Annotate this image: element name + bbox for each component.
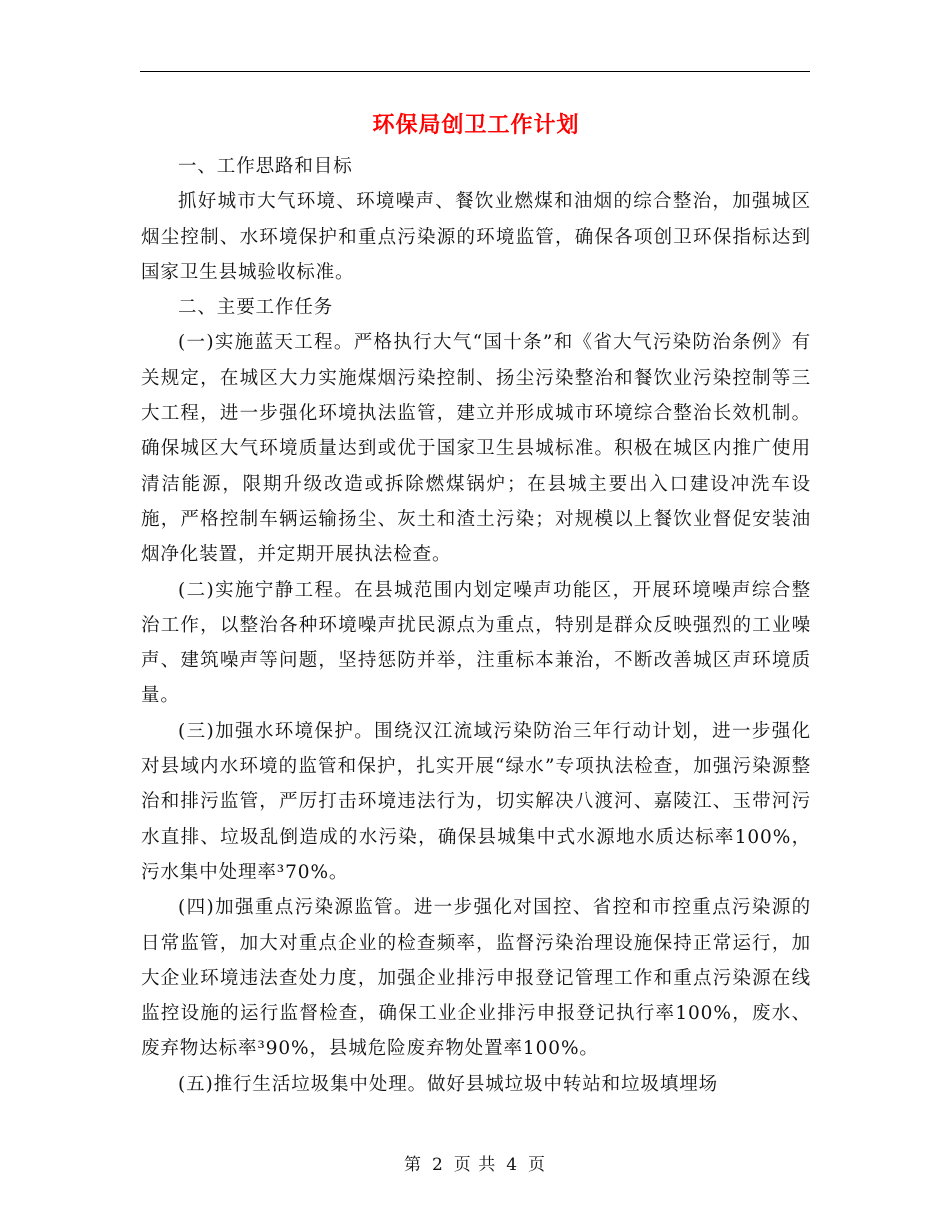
paragraph-quiet: (二)实施宁静工程。在县城范围内划定噪声功能区，开展环境噪声综合整治工作，以整治各种环境噪声扰民源点为重点，特别是群众反映强烈的工业噪声、建筑噪声等问题，坚持惩防并举，注重标本兼治，不断改善城区声环境质量。 xyxy=(141,579,811,707)
paragraph-blue-sky: (一)实施蓝天工程。严格执行大气“国十条”和《省大气污染防治条例》有关规定，在城区大力实施煤烟污染控制、扬尘污染整治和餐饮业污染控制等三大工程，进一步强化环境执法监管，建立并形成城市环境综合整治长效机制。确保城区大气环境质量达到或优于国家卫生县城标准。积极在城区内推广使用清洁能源，限期升级改造或拆除燃煤锅炉；在县城主要出入口建设冲洗车设施，严格控制车辆运输扬尘、灰土和渣土污染；对规模以上餐饮业督促安装油烟净化装置，并定期开展执法检查。 xyxy=(141,332,811,566)
heading-tasks: 二、主要工作任务 xyxy=(178,297,334,319)
footer-total-pages: 4 xyxy=(506,1155,519,1175)
footer-middle: 页 共 xyxy=(453,1155,497,1175)
paragraph-pollution-sources: (四)加强重点污染源监管。进一步强化对国控、省控和市控重点污染源的日常监管，加大对重点企业的检查频率，监督污染治理设施保持正常运行，加大企业环境违法查处力度，加强企业排污申报登记管理工作和重点污染源在线监控设施的运行监督检查，确保工业企业排污申报登记执行率100%，废水、废弃物达标率³90%，县城危险废弃物处置率100%。 xyxy=(141,897,811,1060)
footer-page-number: 2 xyxy=(431,1155,444,1175)
document-body xyxy=(141,106,811,1102)
heading-goals: 一、工作思路和目标 xyxy=(178,156,353,177)
footer-prefix: 第 xyxy=(403,1155,422,1175)
header-rule xyxy=(140,71,810,72)
paragraph-goals: 抓好城市大气环境、环境噪声、餐饮业燃煤和油烟的综合整治，加强城区烟尘控制、水环境保护和重点污染源的环境监管，确保各项创卫环保指标达到国家卫生县城验收标准。 xyxy=(141,191,811,283)
page-footer xyxy=(0,1150,950,1180)
paragraph-water: (三)加强水环境保护。围绕汉江流域污染防治三年行动计划，进一步强化对县域内水环境的监管和保护，扎实开展“绿水”专项执法检查，加强污染源整治和排污监管，严厉打击环境违法行为，切实解决八渡河、嘉陵江、玉带河污水直排、垃圾乱倒造成的水污染，确保县城集中式水源地水质达标率100%，污水集中处理率³70%。 xyxy=(141,720,811,883)
footer-suffix: 页 xyxy=(528,1155,547,1175)
paragraph-garbage: (五)推行生活垃圾集中处理。做好县城垃圾中转站和垃圾填埋场 xyxy=(178,1073,719,1095)
document-title: 环保局创卫工作计划 xyxy=(372,112,580,138)
